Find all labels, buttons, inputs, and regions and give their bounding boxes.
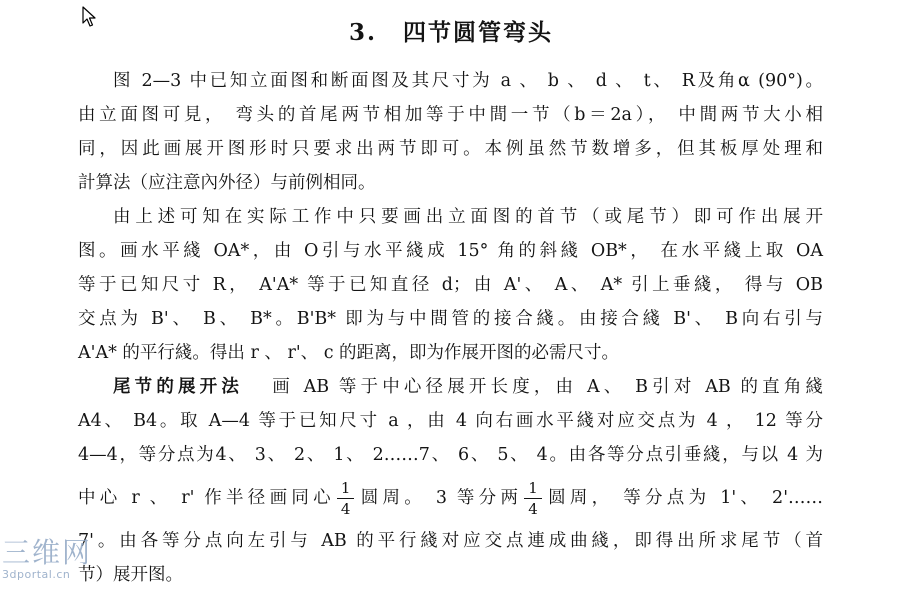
fraction-denominator: 4 bbox=[528, 500, 538, 518]
text-line: A'A* 的平行綫。得出 r 、 r'、 c 的距离，即为作展开图的必需尺寸。 bbox=[78, 343, 620, 363]
text-line: 节）展开图。 bbox=[78, 565, 183, 585]
text-line: 計算法（应注意內外径）与前例相同。 bbox=[78, 173, 376, 193]
paragraph-2 bbox=[78, 200, 823, 370]
text-run: 圆周。 3 等分两 bbox=[356, 488, 523, 508]
text-line: 4—4，等分点为4、 3、 2、 1、 2……7、 6、 5、 4。由各等分点引垂綫，与以 4 为 bbox=[78, 445, 823, 465]
fraction-one-quarter bbox=[337, 478, 355, 519]
watermark-domain: 3dportal.cn bbox=[2, 568, 71, 581]
text-line: 7'。由各等分点向左引与 AB 的平行綫对应交点連成曲綫，即得出所求尾节（首 bbox=[78, 531, 823, 551]
text-line bbox=[78, 370, 823, 404]
text-line: 由立面图可見， 弯头的首尾两节相加等于中間一节（b＝2a）， 中間两节大小相 bbox=[78, 105, 823, 125]
subsection-heading: 尾节的展开法 bbox=[113, 377, 244, 397]
text-run: 圆周， 等分点为 1'、 2'…… bbox=[543, 488, 824, 508]
paragraph-3 bbox=[78, 370, 823, 592]
text-line: 图。画水平綫 OA*，由 O引与水平綫成 15° 角的斜綫 OB*， 在水平綫上取 OA bbox=[78, 241, 823, 261]
document-body bbox=[78, 64, 823, 592]
text-line bbox=[78, 472, 823, 524]
site-watermark bbox=[2, 538, 92, 582]
text-line: 图 2—3 中已知立面图和断面图及其尺寸为 a 、 b 、 d 、 t、 R及角α (90°)。 bbox=[113, 71, 823, 91]
section-number: 3. bbox=[348, 19, 377, 46]
text-line: 同，因此画展开图形时只要求出两节即可。本例虽然节数增多，但其板厚处理和 bbox=[78, 139, 823, 159]
paragraph-1 bbox=[78, 64, 823, 200]
text-line: 等于已知尺寸 R， A'A* 等于已知直径 d；由 A'、 A、 A* 引上垂綫， 得与 OB bbox=[78, 275, 823, 295]
watermark-logo-text: 三维网 bbox=[2, 536, 93, 569]
fraction-denominator: 4 bbox=[340, 500, 351, 518]
section-heading-text: 四节圆管弯头 bbox=[403, 19, 553, 46]
section-title bbox=[0, 14, 902, 47]
text-line: 由上述可知在实际工作中只要画出立面图的首节（或尾节）即可作出展开 bbox=[113, 207, 823, 227]
text-run: 中心 r 、 r' 作半径画同心 bbox=[78, 488, 335, 508]
text-run: 画 AB 等于中心径展开长度，由 A、 B引对 AB 的直角綫 bbox=[272, 377, 823, 397]
fraction-numerator: 1 bbox=[524, 478, 542, 499]
fraction-numerator: 1 bbox=[337, 478, 355, 499]
text-line: A4、 B4。取 A—4 等于已知尺寸 a ，由 4 向右画水平綫对应交点为 4 ， 12 等分 bbox=[78, 411, 823, 431]
fraction-one-quarter bbox=[524, 478, 542, 519]
text-line: 交点为 B'、 B、 B*。B'B* 即为与中間管的接合綫。由接合綫 B'、 B向右引与 bbox=[78, 309, 823, 329]
